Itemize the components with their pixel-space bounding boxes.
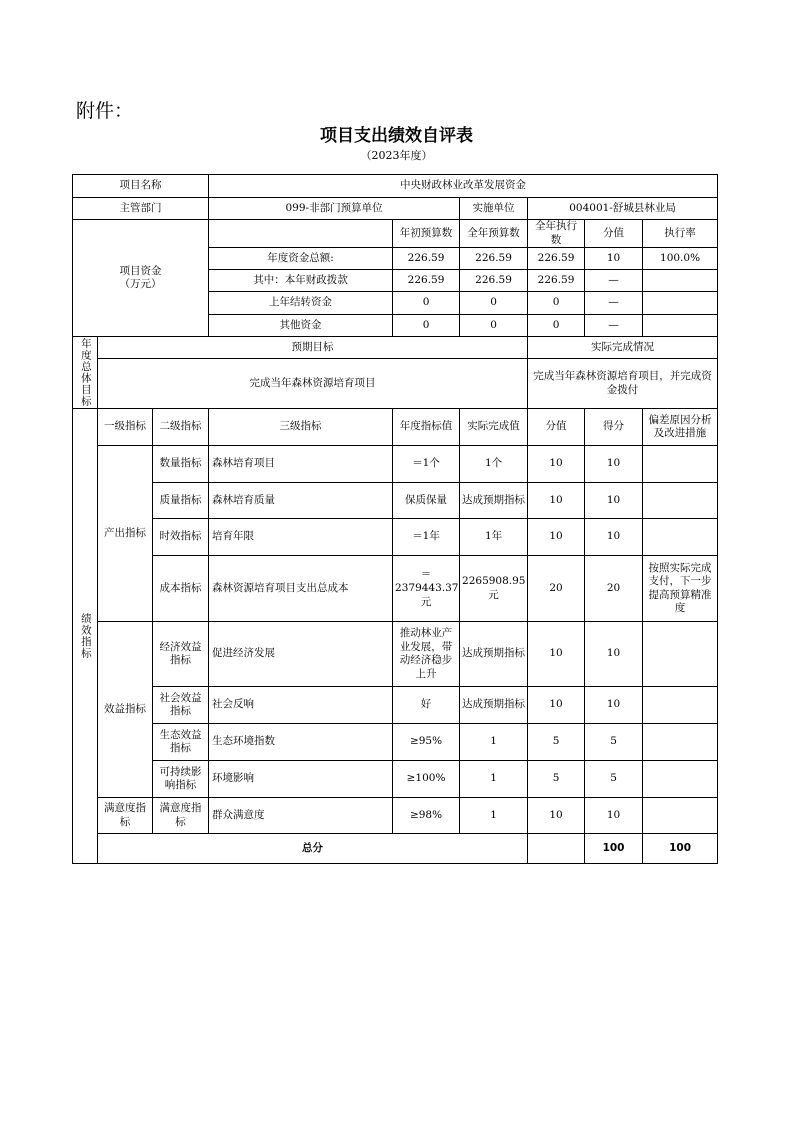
funds-header: 全年执行数 — [528, 220, 585, 248]
indicator-score: 5 — [585, 724, 643, 761]
total-row — [73, 834, 718, 864]
funds-score-value: — — [585, 315, 643, 337]
indicator-header: 一级指标 — [98, 409, 153, 446]
indicator-l3: 森林培育质量 — [209, 483, 393, 519]
indicator-score-value: 10 — [528, 622, 585, 687]
expected-goal: 完成当年森林资源培育项目 — [98, 359, 528, 409]
funds-rate: 100.0% — [643, 248, 718, 270]
indicator-score: 20 — [585, 556, 643, 622]
total-blank — [528, 834, 585, 864]
total-score-value: 100 — [585, 834, 643, 864]
indicator-l3: 生态环境指数 — [209, 724, 393, 761]
funds-header: 执行率 — [643, 220, 718, 248]
indicator-target: ＝2379443.37元 — [393, 556, 460, 622]
indicator-row — [73, 798, 718, 834]
indicator-row — [73, 446, 718, 483]
indicator-header: 得分 — [585, 409, 643, 446]
funds-exec: 0 — [528, 315, 585, 337]
indicator-score: 10 — [585, 622, 643, 687]
indicator-l3: 社会反响 — [209, 687, 393, 724]
performance-table — [72, 174, 718, 864]
funds-rate — [643, 270, 718, 292]
indicator-score-value: 10 — [528, 687, 585, 724]
indicator-row — [73, 761, 718, 798]
indicator-actual: 2265908.95元 — [460, 556, 528, 622]
funds-label: 项目资金 （万元） — [73, 220, 209, 337]
indicator-score-value: 5 — [528, 761, 585, 798]
indicator-score-value: 10 — [528, 519, 585, 556]
indicator-score-value: 10 — [528, 798, 585, 834]
funds-full: 0 — [460, 315, 528, 337]
funds-exec: 226.59 — [528, 248, 585, 270]
indicator-reason — [643, 687, 718, 724]
indicator-reason — [643, 446, 718, 483]
indicator-actual: 1 — [460, 798, 528, 834]
indicator-header: 三级指标 — [209, 409, 393, 446]
indicator-row — [73, 622, 718, 687]
indicator-score-value: 20 — [528, 556, 585, 622]
indicator-row — [73, 556, 718, 622]
funds-full: 226.59 — [460, 248, 528, 270]
indicators-label: 绩效指标 — [73, 409, 98, 864]
funds-exec: 226.59 — [528, 270, 585, 292]
indicator-l3: 培育年限 — [209, 519, 393, 556]
funds-row-label: 年度资金总额: — [209, 248, 393, 270]
funds-init: 0 — [393, 315, 460, 337]
indicator-l1: 效益指标 — [98, 622, 153, 798]
funds-row-label: 其中：本年财政拨款 — [209, 270, 393, 292]
annual-goals-label: 年度总体目标 — [73, 337, 98, 409]
indicator-actual: 1 — [460, 761, 528, 798]
dept-label: 主管部门 — [73, 198, 209, 220]
funds-header: 全年预算数 — [460, 220, 528, 248]
dept-value: 099-非部门预算单位 — [209, 198, 460, 220]
indicator-l3: 环境影响 — [209, 761, 393, 798]
indicator-actual: 达成预期指标 — [460, 483, 528, 519]
funds-header-blank — [209, 220, 393, 248]
indicator-l2: 社会效益指标 — [153, 687, 209, 724]
funds-rate — [643, 315, 718, 337]
funds-init: 226.59 — [393, 248, 460, 270]
indicator-row — [73, 519, 718, 556]
page-subtitle-year: （2023年度） — [360, 149, 433, 162]
actual-completion-label: 实际完成情况 — [528, 337, 718, 359]
indicator-l1: 产出指标 — [98, 446, 153, 622]
indicator-row — [73, 483, 718, 519]
funds-score-value: 10 — [585, 248, 643, 270]
indicator-target: ≥100% — [393, 761, 460, 798]
indicator-target: ≥95% — [393, 724, 460, 761]
impl-label: 实施单位 — [460, 198, 528, 220]
indicator-header: 分值 — [528, 409, 585, 446]
indicator-reason — [643, 483, 718, 519]
indicator-row — [73, 724, 718, 761]
project-name-label: 项目名称 — [73, 175, 209, 198]
indicator-reason — [643, 761, 718, 798]
total-score: 100 — [643, 834, 718, 864]
indicator-score: 5 — [585, 761, 643, 798]
total-label: 总分 — [98, 834, 528, 864]
project-name: 中央财政林业改革发展资金 — [209, 175, 718, 198]
funds-score-value: — — [585, 270, 643, 292]
indicator-score: 10 — [585, 519, 643, 556]
indicator-score-value: 10 — [528, 483, 585, 519]
funds-header: 年初预算数 — [393, 220, 460, 248]
funds-score-value: — — [585, 292, 643, 315]
indicator-l1: 满意度指标 — [98, 798, 153, 834]
indicator-l3: 促进经济发展 — [209, 622, 393, 687]
indicator-score: 10 — [585, 798, 643, 834]
funds-row-label: 上年结转资金 — [209, 292, 393, 315]
indicator-header: 实际完成值 — [460, 409, 528, 446]
indicator-header: 二级指标 — [153, 409, 209, 446]
indicator-reason: 按照实际完成支付，下一步提高预算精准度 — [643, 556, 718, 622]
funds-full: 0 — [460, 292, 528, 315]
indicator-target: 好 — [393, 687, 460, 724]
indicator-actual: 1个 — [460, 446, 528, 483]
funds-full: 226.59 — [460, 270, 528, 292]
indicator-actual: 1 — [460, 724, 528, 761]
indicator-l2: 生态效益指标 — [153, 724, 209, 761]
indicator-l3: 森林培育项目 — [209, 446, 393, 483]
indicator-l2: 可持续影响指标 — [153, 761, 209, 798]
indicator-reason — [643, 724, 718, 761]
funds-row-label: 其他资金 — [209, 315, 393, 337]
indicator-target: ≥98% — [393, 798, 460, 834]
indicator-header: 偏差原因分析及改进措施 — [643, 409, 718, 446]
indicator-l2: 成本指标 — [153, 556, 209, 622]
funds-exec: 0 — [528, 292, 585, 315]
indicator-reason — [643, 798, 718, 834]
impl-value: 004001-舒城县林业局 — [528, 198, 718, 220]
indicator-l2: 数量指标 — [153, 446, 209, 483]
attachment-label: 附件： — [76, 100, 134, 122]
indicator-l2: 质量指标 — [153, 483, 209, 519]
indicator-score: 10 — [585, 446, 643, 483]
funds-rate — [643, 292, 718, 315]
funds-header: 分值 — [585, 220, 643, 248]
indicator-l2: 经济效益指标 — [153, 622, 209, 687]
indicator-score: 10 — [585, 483, 643, 519]
indicator-header: 年度指标值 — [393, 409, 460, 446]
indicator-reason — [643, 519, 718, 556]
indicator-l3: 群众满意度 — [209, 798, 393, 834]
indicator-actual: 达成预期指标 — [460, 622, 528, 687]
indicator-l3: 森林资源培育项目支出总成本 — [209, 556, 393, 622]
indicator-l2: 满意度指标 — [153, 798, 209, 834]
indicator-actual: 达成预期指标 — [460, 687, 528, 724]
indicator-score-value: 5 — [528, 724, 585, 761]
indicator-target: ＝1个 — [393, 446, 460, 483]
indicator-score: 10 — [585, 687, 643, 724]
indicator-row — [73, 687, 718, 724]
indicator-actual: 1年 — [460, 519, 528, 556]
expected-goal-label: 预期目标 — [98, 337, 528, 359]
indicator-target: 保质保量 — [393, 483, 460, 519]
indicator-reason — [643, 622, 718, 687]
indicator-target: 推动林业产业发展，带动经济稳步上升 — [393, 622, 460, 687]
indicator-l2: 时效指标 — [153, 519, 209, 556]
indicator-score-value: 10 — [528, 446, 585, 483]
funds-init: 0 — [393, 292, 460, 315]
actual-completion: 完成当年森林资源培育项目，并完成资金拨付 — [528, 359, 718, 409]
page-title: 项目支出绩效自评表 — [320, 126, 473, 146]
funds-init: 226.59 — [393, 270, 460, 292]
indicator-target: ＝1年 — [393, 519, 460, 556]
